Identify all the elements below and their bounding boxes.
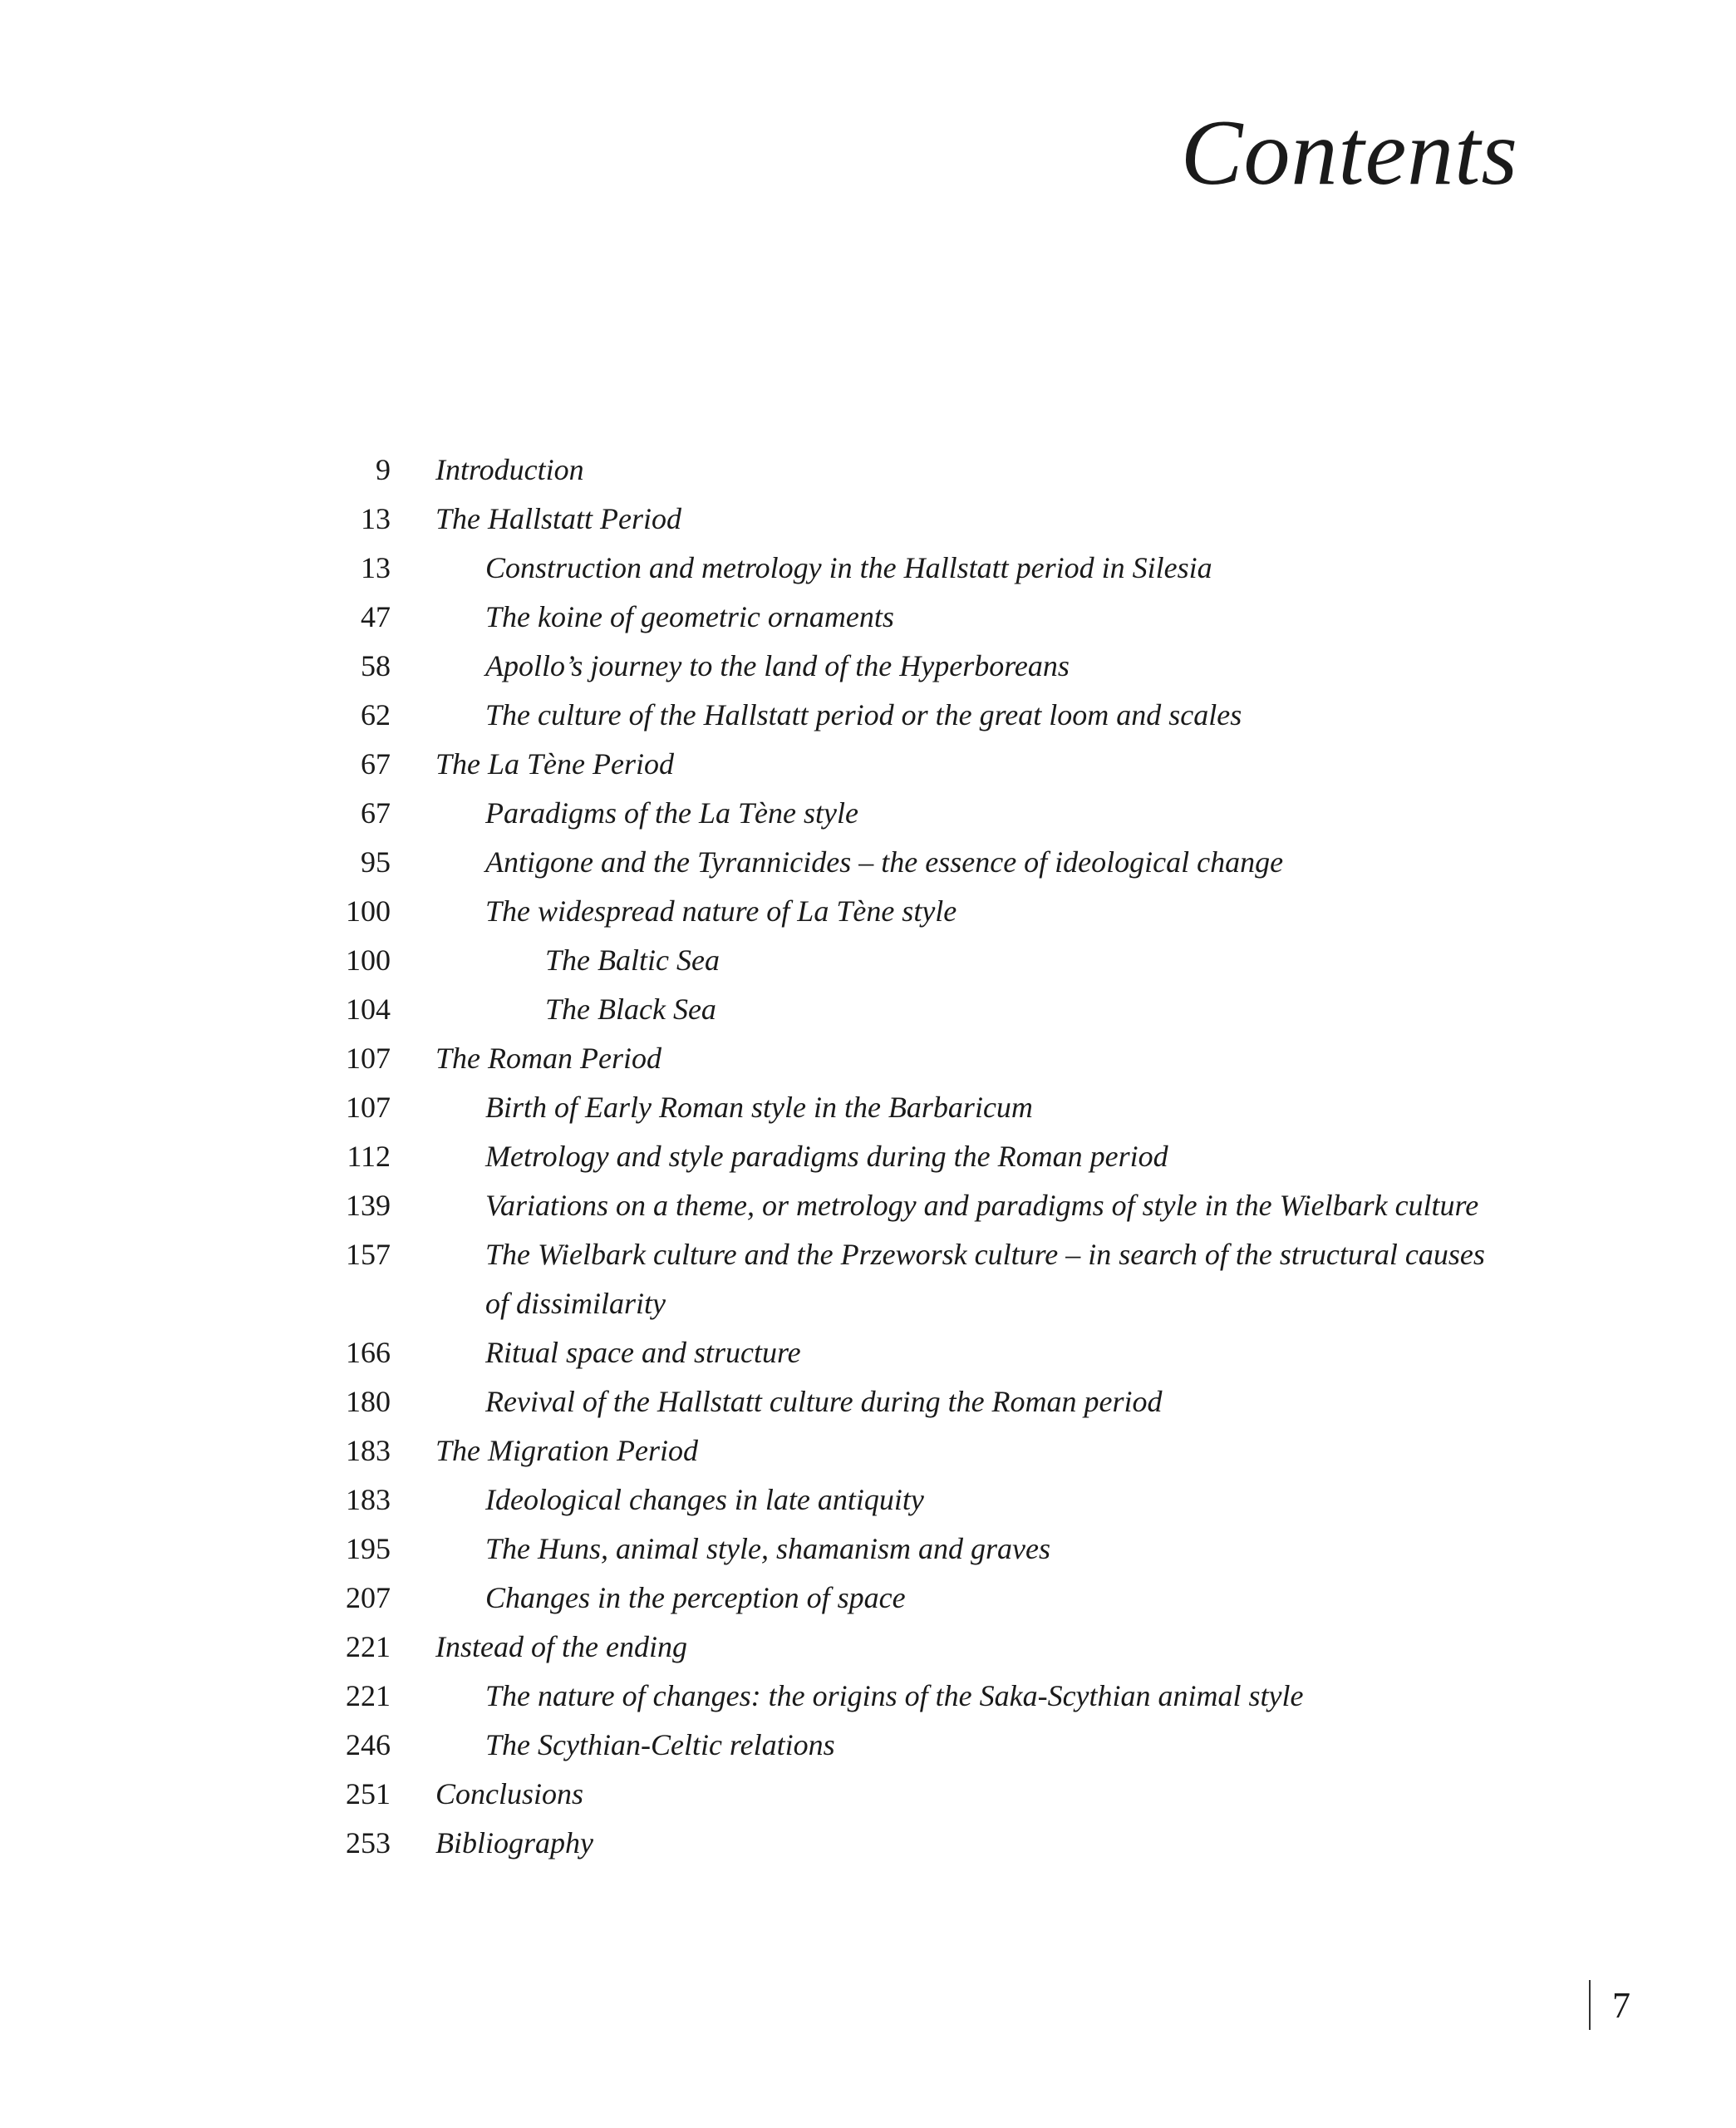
table-of-contents (316, 446, 1496, 1868)
toc-page-number: 47 (361, 600, 391, 633)
toc-entry (316, 1181, 1496, 1230)
toc-entry-title: The Black Sea (545, 993, 716, 1026)
toc-entry-title: The Baltic Sea (545, 943, 720, 977)
toc-page-number: 107 (346, 1091, 391, 1124)
toc-entry (316, 1034, 1496, 1083)
toc-page-number: 139 (346, 1189, 391, 1222)
toc-entry (316, 1623, 1496, 1672)
toc-entry (316, 985, 1496, 1034)
toc-entry (316, 1377, 1496, 1426)
toc-page-number: 13 (361, 502, 391, 535)
toc-page-number: 104 (346, 993, 391, 1026)
toc-entry-title: The nature of changes: the origins of the Saka-Scythian animal style (485, 1679, 1304, 1712)
toc-entry-title: Conclusions (435, 1777, 584, 1810)
toc-entry-title: Apollo’s journey to the land of the Hyperboreans (485, 649, 1070, 682)
toc-page-number: 246 (346, 1728, 391, 1761)
toc-entry (316, 1672, 1496, 1721)
toc-page-number: 157 (346, 1238, 391, 1271)
toc-entry (316, 1328, 1496, 1377)
toc-page-number: 180 (346, 1385, 391, 1418)
toc-page-number: 62 (361, 698, 391, 732)
toc-entry (316, 740, 1496, 789)
toc-entry-title: Paradigms of the La Tène style (485, 796, 858, 830)
toc-entry-title: The Migration Period (435, 1434, 698, 1467)
toc-entry (316, 446, 1496, 495)
toc-entry-title: The Roman Period (435, 1042, 661, 1075)
toc-page-number: 100 (346, 943, 391, 977)
toc-entry-title: Bibliography (435, 1826, 593, 1860)
toc-entry-title: The La Tène Period (435, 747, 674, 781)
toc-entry (316, 789, 1496, 838)
toc-entry (316, 544, 1496, 593)
toc-entry (316, 936, 1496, 985)
toc-entry (316, 1475, 1496, 1525)
toc-entry (316, 1426, 1496, 1475)
toc-entry-title: The culture of the Hallstatt period or the great loom and scales (485, 698, 1242, 732)
toc-entry (316, 1721, 1496, 1770)
toc-entry-title: Instead of the ending (435, 1630, 687, 1663)
toc-entry (316, 838, 1496, 887)
toc-entry-title: Antigone and the Tyrannicides – the essence of ideological change (485, 845, 1284, 879)
footer-divider (1589, 1980, 1591, 2030)
toc-entry (316, 1525, 1496, 1574)
toc-page-number: 100 (346, 894, 391, 928)
toc-entry (316, 1083, 1496, 1132)
page-title: Contents (1180, 101, 1518, 204)
toc-entry-title: Birth of Early Roman style in the Barbaricum (485, 1091, 1033, 1124)
toc-entry (316, 1132, 1496, 1181)
toc-page-number: 221 (346, 1679, 391, 1712)
toc-page-number: 183 (346, 1434, 391, 1467)
toc-page-number: 195 (346, 1532, 391, 1565)
page-number: 7 (1612, 1984, 1630, 2026)
toc-entry (316, 642, 1496, 691)
toc-entry (316, 593, 1496, 642)
toc-entry (316, 1770, 1496, 1819)
toc-page-number: 95 (361, 845, 391, 879)
toc-entry (316, 887, 1496, 936)
toc-entry-title: Revival of the Hallstatt culture during the Roman period (485, 1385, 1163, 1418)
toc-page-number: 67 (361, 747, 391, 781)
toc-page-number: 221 (346, 1630, 391, 1663)
toc-entry (316, 691, 1496, 740)
toc-entry-title: The koine of geometric ornaments (485, 600, 894, 633)
toc-entry-title: Variations on a theme, or metrology and paradigms of style in the Wielbark culture (485, 1189, 1479, 1222)
toc-page-number: 253 (346, 1826, 391, 1860)
toc-entry-title: Changes in the perception of space (485, 1581, 906, 1614)
toc-entry-title: Metrology and style paradigms during the Roman period (485, 1140, 1168, 1173)
toc-entry-title: Ritual space and structure (485, 1336, 801, 1369)
toc-entry-title: The Huns, animal style, shamanism and graves (485, 1532, 1050, 1565)
toc-page-number: 183 (346, 1483, 391, 1516)
toc-page-number: 58 (361, 649, 391, 682)
toc-page-number: 207 (346, 1581, 391, 1614)
toc-page-number: 107 (346, 1042, 391, 1075)
page-footer (1589, 1977, 1630, 2033)
toc-page-number: 13 (361, 551, 391, 584)
toc-entry-title: The widespread nature of La Tène style (485, 894, 957, 928)
toc-page-number: 9 (376, 453, 391, 486)
toc-entry-title: The Hallstatt Period (435, 502, 681, 535)
toc-page-number: 251 (346, 1777, 391, 1810)
toc-entry-title: Construction and metrology in the Hallstatt period in Silesia (485, 551, 1212, 584)
toc-entry-title: The Wielbark culture and the Przeworsk culture – in search of the structural causes of dissimilarity (485, 1238, 1485, 1320)
toc-entry-title: Ideological changes in late antiquity (485, 1483, 924, 1516)
toc-page-number: 67 (361, 796, 391, 830)
toc-entry (316, 1230, 1496, 1328)
toc-entry (316, 1574, 1496, 1623)
toc-entry (316, 1819, 1496, 1868)
toc-entry-title: Introduction (435, 453, 584, 486)
toc-entry-title: The Scythian-Celtic relations (485, 1728, 835, 1761)
toc-page-number: 112 (347, 1140, 391, 1173)
toc-page-number: 166 (346, 1336, 391, 1369)
toc-entry (316, 495, 1496, 544)
